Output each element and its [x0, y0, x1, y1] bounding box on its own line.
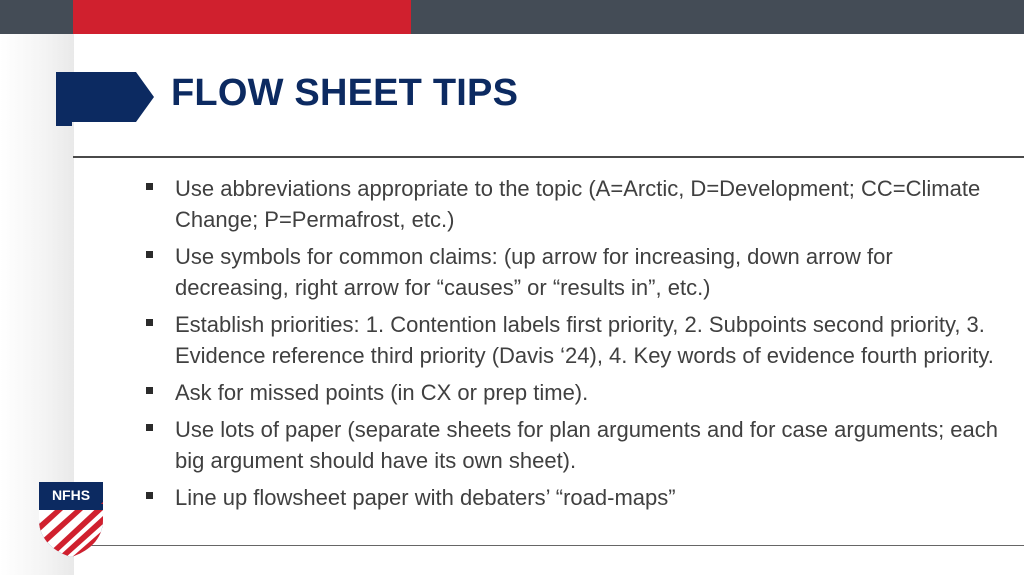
top-banner-red-accent	[73, 0, 411, 34]
square-bullet-icon	[146, 319, 153, 326]
square-bullet-icon	[146, 387, 153, 394]
footer-divider	[90, 545, 1024, 546]
list-item	[146, 173, 1006, 235]
list-item-text: Use abbreviations appropriate to the topic (A=Arctic, D=Development; CC=Climate Change; P=Permafrost, etc.)	[175, 176, 981, 232]
list-item	[146, 414, 1006, 476]
square-bullet-icon	[146, 251, 153, 258]
title-arrow-tab-icon	[56, 72, 154, 126]
list-item-text: Use symbols for common claims: (up arrow for increasing, down arrow for decreasing, right arrow for “causes” or “results in”, etc.)	[175, 244, 893, 300]
nfhs-logo-icon	[37, 480, 105, 558]
list-item	[146, 309, 1006, 371]
title-divider	[73, 156, 1024, 158]
square-bullet-icon	[146, 424, 153, 431]
list-item-text: Ask for missed points (in CX or prep time).	[175, 380, 589, 405]
list-item	[146, 482, 1006, 513]
slide-title: FLOW SHEET TIPS	[171, 72, 519, 114]
list-item-text: Establish priorities: 1. Contention labels first priority, 2. Subpoints second priority, 3. Evidence reference third priority (Davis ‘24), 4. Key words of evidence fourth priority.	[175, 312, 994, 368]
list-item	[146, 241, 1006, 303]
square-bullet-icon	[146, 492, 153, 499]
square-bullet-icon	[146, 183, 153, 190]
list-item-text: Line up flowsheet paper with debaters’ “road-maps”	[175, 485, 676, 510]
top-banner	[0, 0, 1024, 34]
tips-list	[146, 173, 1006, 519]
list-item-text: Use lots of paper (separate sheets for plan arguments and for case arguments; each big argument should have its own sheet).	[175, 417, 999, 473]
svg-text:NFHS: NFHS	[51, 487, 91, 503]
list-item	[146, 377, 1006, 408]
